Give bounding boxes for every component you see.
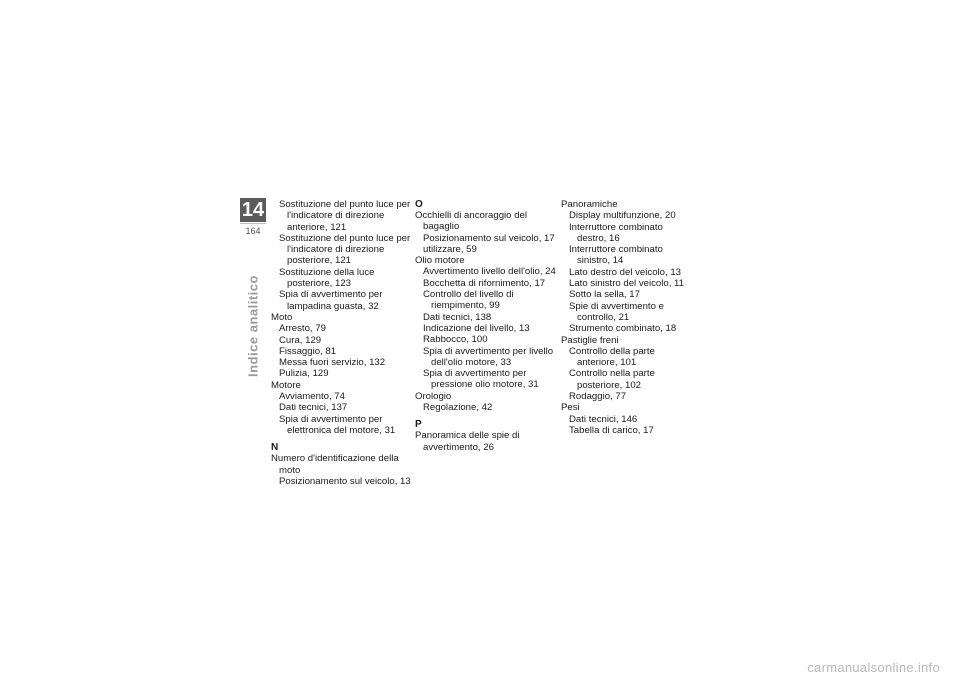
index-sub-entry: Avviamento, 74	[279, 391, 345, 403]
index-sub-entry: Sostituzione della luce posteriore, 123	[279, 266, 375, 290]
index-sub-entry: Lato destro del veicolo, 13	[569, 266, 682, 278]
index-sub-entry: Posizionamento sul veicolo, 13	[279, 475, 411, 487]
section-title: Indice analitico	[245, 275, 261, 377]
index-sub-entry: Rabbocco, 100	[423, 334, 488, 346]
index-sub-entry: Tabella di carico, 17	[569, 424, 654, 436]
index-sub-entry: Indicazione del livello, 13	[423, 322, 530, 334]
index-sub-entry: Spia di avvertimento per livello dell'olio motore, 33	[423, 345, 554, 368]
index-sub-entry: Lato sinistro del veicolo, 11	[569, 278, 685, 290]
index-main-entry: Pastiglie freni	[561, 334, 619, 346]
index-main-entry: Numero d'identificazione della moto	[271, 453, 399, 476]
index-sub-entry: utilizzare, 59	[423, 243, 477, 255]
index-sub-entry: Spie di avvertimento e controllo, 21	[569, 300, 664, 323]
index-sub-entry: Avvertimento livello dell'olio, 24	[423, 266, 556, 278]
index-main-entry: Occhielli di ancoraggio del bagaglio	[415, 210, 527, 233]
index-sub-entry: Interruttore combinato sinistro, 14	[569, 244, 663, 267]
section-title-vertical	[238, 270, 268, 382]
index-main-entry: Panoramiche	[561, 199, 618, 210]
index-sub-entry: Arresto, 79	[279, 323, 326, 335]
index-sub-entry: Display multifunzione, 20	[569, 210, 676, 222]
index-column-1	[271, 199, 411, 487]
chapter-number: 14	[241, 199, 265, 221]
index-sub-entry: Interruttore combinato destro, 16	[569, 221, 663, 244]
index-sub-entry: Spia di avvertimento per elettronica del motore, 31	[279, 413, 396, 436]
index-main-entry: Olio motore	[415, 255, 465, 267]
index-sub-entry: Dati tecnici, 137	[279, 402, 348, 414]
index-column-2	[415, 199, 557, 453]
index-sub-entry: Dati tecnici, 146	[569, 413, 638, 425]
chapter-tab	[240, 198, 266, 236]
index-sub-entry: Sostituzione del punto luce per l'indicatore di direzione anteriore, 121	[279, 199, 411, 233]
index-sub-entry: Bocchetta di rifornimento, 17	[423, 277, 546, 289]
index-sub-entry: Cura, 129	[279, 334, 322, 346]
index-sub-entry: Controllo del livello di riempimento, 99	[423, 289, 514, 312]
index-sub-entry: Strumento combinato, 18	[569, 323, 677, 335]
index-main-entry: Pesi	[561, 402, 580, 414]
index-column-3	[561, 199, 691, 436]
index-main-entry: Motore	[271, 379, 301, 391]
index-sub-entry: Dati tecnici, 138	[423, 311, 492, 323]
index-letter: O	[415, 199, 423, 210]
index-main-entry: Moto	[271, 311, 293, 323]
index-sub-entry: Messa fuori servizio, 132	[279, 357, 386, 369]
page-number: 164	[240, 223, 266, 236]
index-sub-entry: Sostituzione del punto luce per l'indicatore di direzione posteriore, 121	[279, 232, 411, 267]
index-sub-entry: Fissaggio, 81	[279, 345, 337, 357]
index-sub-entry: Sotto la sella, 17	[569, 289, 640, 301]
index-main-entry: Panoramica delle spie di avvertimento, 26	[415, 430, 520, 453]
index-letter: N	[271, 442, 279, 454]
index-main-entry: Orologio	[415, 390, 452, 402]
index-sub-entry: Rodaggio, 77	[569, 391, 627, 403]
index-sub-entry: Posizionamento sul veicolo, 17	[423, 232, 555, 244]
index-sub-entry: Regolazione, 42	[423, 402, 493, 414]
index-sub-entry: Controllo della parte anteriore, 101	[569, 345, 655, 369]
index-sub-entry: Spia di avvertimento per pressione olio motore, 31	[423, 368, 539, 391]
watermark: carmanualsonline.info	[807, 660, 940, 675]
index-letter: P	[415, 419, 422, 431]
index-sub-entry: Spia di avvertimento per lampadina guasta, 32	[279, 289, 383, 312]
index-sub-entry: Pulizia, 129	[279, 368, 329, 380]
index-sub-entry: Controllo nella parte posteriore, 102	[569, 368, 655, 391]
